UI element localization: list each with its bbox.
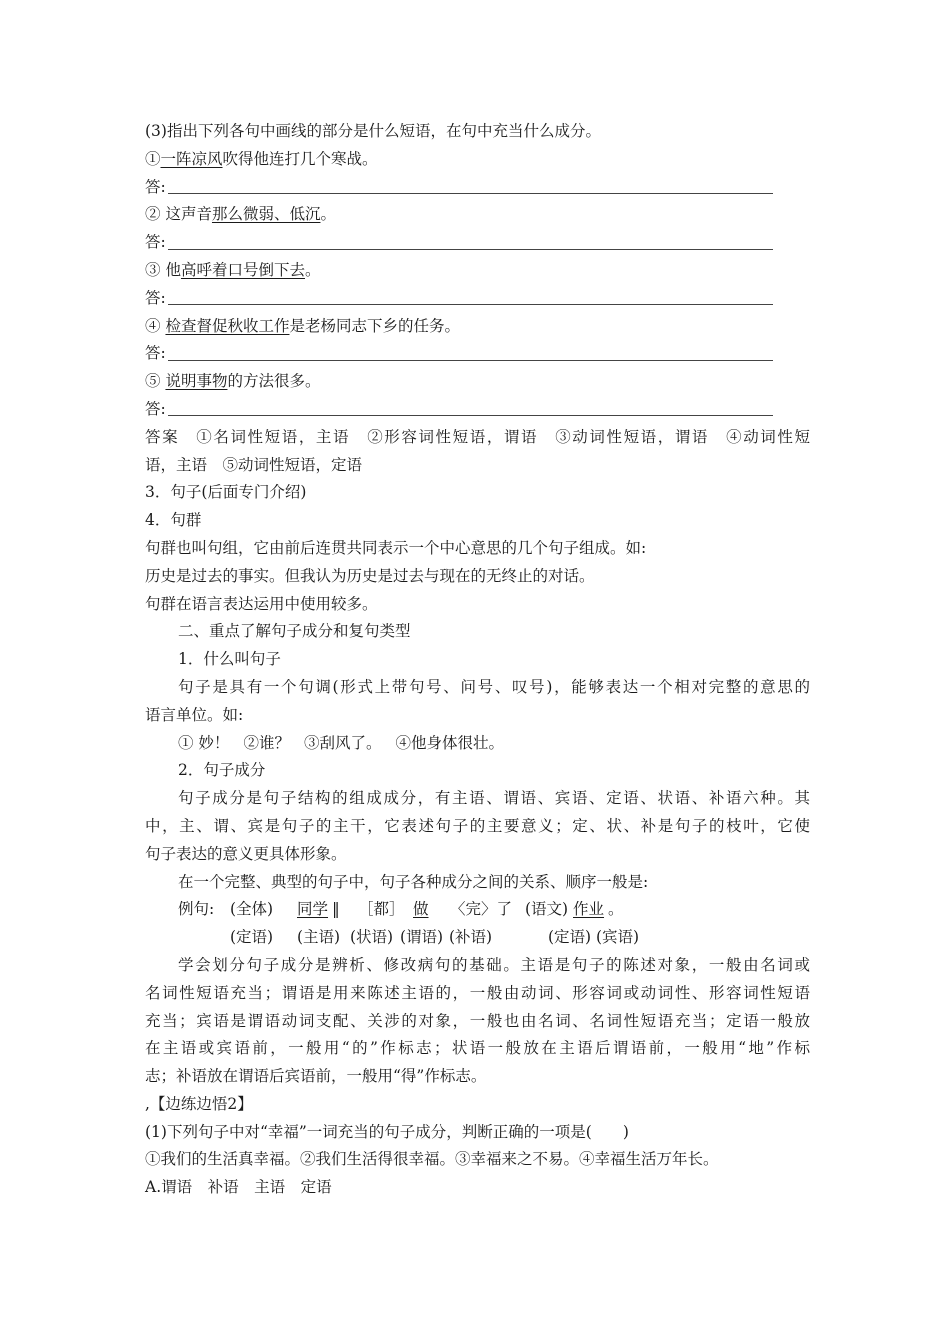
- subsection-heading: 1．什么叫句子: [178, 650, 281, 669]
- paragraph-line: 语言单位。如:: [145, 705, 244, 724]
- practice-sentences: ①我们的生活真幸福。②我们生活得很幸福。③幸福来之不易。④幸福生活万年长。: [145, 1150, 719, 1169]
- paragraph-line: 充当；宾语是谓语动词支配、关涉的对象，一般也由名词、名词性短语充当；定语一般放: [145, 1011, 810, 1030]
- underlined-phrase: 那么微弱、低沉: [211, 205, 321, 224]
- answer-line[interactable]: 答:: [145, 174, 810, 202]
- answer-blank: [168, 415, 773, 416]
- example-sentence: 例句: (全体) 同学 ‖ ［都］ 做 〈完〉了 (语文) 作业 。: [178, 900, 624, 919]
- answer-key-line: 答案 ①名词性短语，主语 ②形容词性短语，谓语 ③动词性短语，谓语 ④动词性短: [145, 427, 810, 446]
- practice-heading: ,【边练边悟2】: [145, 1094, 253, 1113]
- section-heading: 二、重点了解句子成分和复句类型: [178, 622, 411, 641]
- answer-line[interactable]: 答:: [145, 229, 810, 257]
- paragraph-line: 志；补语放在谓语后宾语前，一般用“得”作标志。: [145, 1067, 487, 1086]
- question-3-prompt: (3)指出下列各句中画线的部分是什么短语，在句中充当什么成分。: [145, 122, 601, 140]
- document-page: [145, 118, 810, 1202]
- paragraph-line: 句群在语言表达运用中使用较多。: [145, 594, 378, 613]
- section-heading: 3．句子(后面专门介绍): [145, 483, 307, 502]
- paragraph-line: 在一个完整、典型的句子中，句子各种成分之间的关系、顺序一般是:: [178, 872, 649, 891]
- paragraph-line: 中，主、谓、宾是句子的主干，它表述句子的主要意义；定、状、补是句子的枝叶，它使: [145, 816, 810, 835]
- answer-key-line: 语，主语 ⑤动词性短语，定语: [145, 455, 363, 474]
- question-item: ③ 他高呼着口号倒下去。: [145, 260, 321, 279]
- paragraph-line: 在主语或宾语前，一般用“的”作标志；状语一般放在主语后谓语前，一般用“地”作标: [145, 1039, 810, 1058]
- question-item: ④ 检查督促秋收工作是老杨同志下乡的任务。: [145, 316, 460, 335]
- answer-blank: [168, 249, 773, 250]
- underlined-phrase: 检查督促秋收工作: [165, 316, 290, 335]
- answer-line[interactable]: 答:: [145, 340, 810, 368]
- answer-line[interactable]: 答:: [145, 396, 810, 424]
- answer-blank: [168, 193, 773, 194]
- paragraph-line: 历史是过去的事实。但我认为历史是过去与现在的无终止的对话。: [145, 566, 595, 585]
- practice-question: (1)下列句子中对“幸福”一词充当的句子成分，判断正确的一项是( ): [145, 1122, 629, 1141]
- question-item: ② 这声音那么微弱、低沉。: [145, 205, 336, 224]
- example-list: ① 妙！ ②谁？ ③刮风了。 ④他身体很壮。: [178, 733, 504, 752]
- option-a[interactable]: A.谓语 补语 主语 定语: [145, 1178, 332, 1197]
- paragraph-line: 句子是具有一个句调(形式上带句号、问号、叹号)，能够表达一个相对完整的意思的: [178, 677, 810, 696]
- question-item: ⑤ 说明事物的方法很多。: [145, 372, 321, 391]
- underlined-phrase: 一阵凉风: [160, 149, 223, 168]
- paragraph-line: 句群也叫句组，它由前后连贯共同表示一个中心意思的几个句子组成。如:: [145, 538, 647, 557]
- answer-blank: [168, 360, 773, 361]
- underlined-phrase: 高呼着口号倒下去: [180, 260, 305, 279]
- answer-line[interactable]: 答:: [145, 285, 810, 313]
- question-item: ①一阵凉风吹得他连打几个寒战。: [145, 149, 378, 168]
- section-heading: 4．句群: [145, 511, 202, 530]
- paragraph-line: 名词性短语充当；谓语是用来陈述主语的，一般由动词、形容词或动词性、形容词性短语: [145, 983, 810, 1002]
- paragraph-line: 句子成分是句子结构的组成成分，有主语、谓语、宾语、定语、状语、补语六种。其: [178, 789, 810, 808]
- subsection-heading: 2．句子成分: [178, 761, 266, 780]
- paragraph-line: 句子表达的意义更具体形象。: [145, 844, 347, 863]
- example-roles: (定语) (主语) (状语) (谓语) (补语) (定语) (宾语): [230, 928, 640, 947]
- paragraph-line: 学会划分句子成分是辨析、修改病句的基础。主语是句子的陈述对象，一般由名词或: [178, 955, 810, 974]
- underlined-phrase: 说明事物: [165, 372, 228, 391]
- answer-blank: [168, 304, 773, 305]
